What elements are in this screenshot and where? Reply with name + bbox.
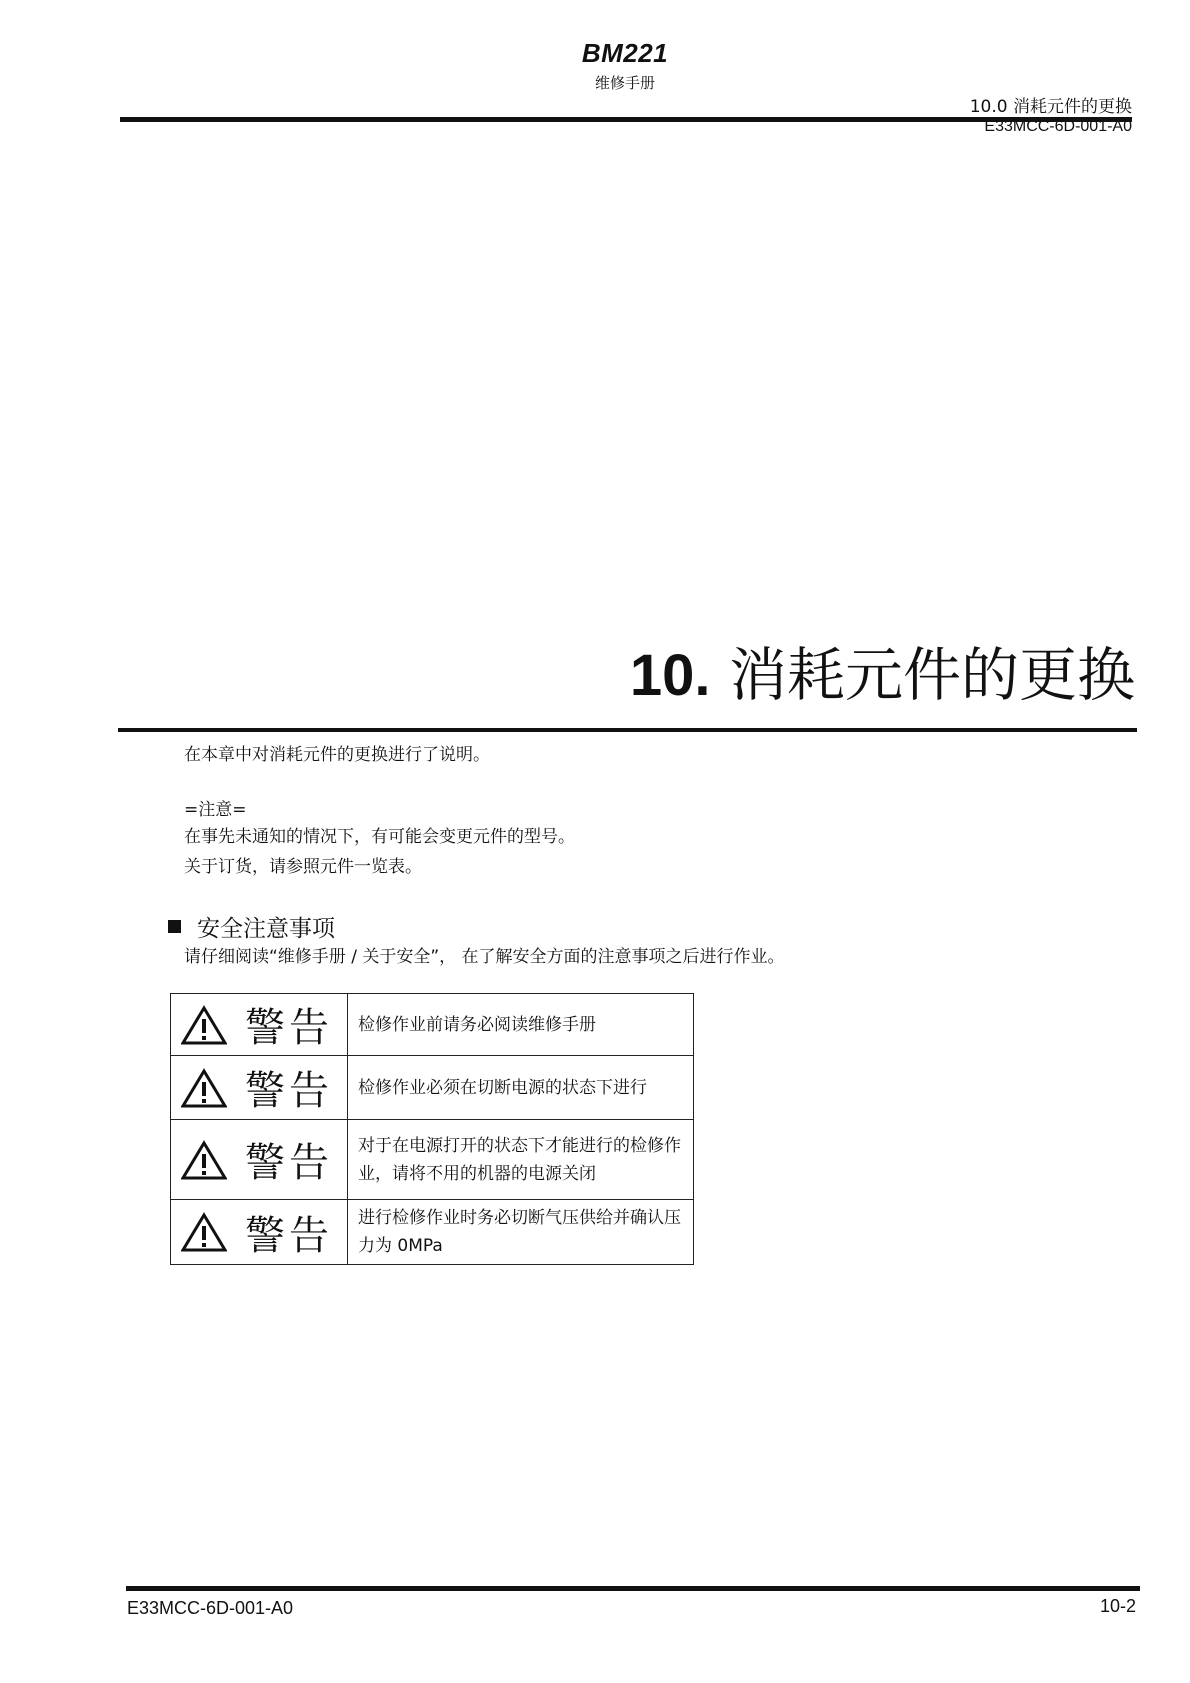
warning-triangle-icon [181, 1212, 227, 1252]
warning-row [171, 1056, 694, 1120]
square-bullet-icon [168, 920, 181, 933]
warning-triangle-icon [181, 1068, 227, 1108]
header-rule [120, 117, 1132, 122]
warning-label-cell [171, 1056, 348, 1120]
page-number: 10-2 [1099, 1596, 1136, 1616]
warning-text: 检修作业必须在切断电源的状态下进行 [348, 1056, 694, 1120]
warning-row [171, 994, 694, 1056]
warning-label-cell [171, 1120, 348, 1200]
document-subtitle: 维修手册 [594, 74, 655, 92]
warning-label: 警告 [245, 1068, 333, 1114]
safety-description: 请仔细阅读“维修手册 / 关于安全”， 在了解安全方面的注意事项之后进行作业。 [184, 947, 785, 967]
warning-label-cell [171, 1200, 348, 1265]
intro-text: 在本章中对消耗元件的更换进行了说明。 [184, 745, 490, 765]
warning-row [171, 1200, 694, 1265]
footer-doc-code: E33MCC-6D-001-A0 [127, 1598, 294, 1618]
warning-label: 警告 [245, 1212, 333, 1259]
document-title: BM221 [581, 38, 669, 68]
warning-text: 进行检修作业时务必切断气压供给并确认压力为 0MPa [348, 1200, 694, 1265]
chapter-number: 10. [629, 643, 711, 708]
warning-text: 对于在电源打开的状态下才能进行的检修作业，请将不用的机器的电源关闭 [348, 1120, 694, 1200]
note-line: 在事先未通知的情况下，有可能会变更元件的型号。 [184, 827, 575, 847]
header-section-title: 10.0 消耗元件的更换 [969, 97, 1132, 117]
safety-heading [168, 910, 335, 943]
warning-triangle-icon [181, 1140, 227, 1180]
warning-label: 警告 [245, 1140, 333, 1186]
chapter-heading [630, 628, 1135, 712]
warning-row [171, 1120, 694, 1200]
safety-title: 安全注意事项 [197, 916, 335, 942]
warning-text: 检修作业前请务必阅读维修手册 [348, 994, 694, 1056]
warning-triangle-icon [181, 1005, 227, 1045]
warning-label: 警告 [245, 1005, 333, 1051]
warning-label-cell [171, 994, 348, 1056]
note-line: 关于订货，请参照元件一览表。 [184, 857, 422, 877]
warning-table [170, 993, 694, 1265]
chapter-title: 消耗元件的更换 [728, 641, 1135, 709]
note-heading: =注意= [184, 800, 247, 820]
header-doc-code: E33MCC-6D-001-A0 [984, 118, 1132, 135]
footer-rule [126, 1586, 1140, 1591]
chapter-rule [118, 728, 1137, 732]
